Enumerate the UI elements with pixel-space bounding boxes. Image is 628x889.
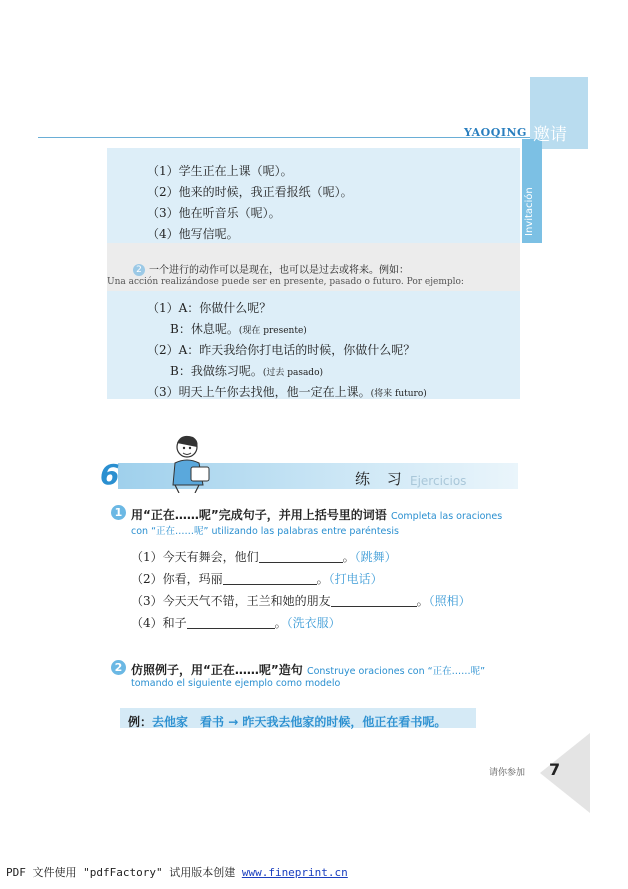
grammar-example-3: （3）他在听音乐（呢）。	[147, 206, 281, 220]
section-number: 6	[100, 458, 120, 491]
dialog-tense-tag: (将来 futuro)	[370, 389, 427, 399]
dialog-text: （3）明天上午你去找他，他一定在上课。	[147, 385, 371, 399]
dialog-tense-tag: (现在 presente)	[238, 326, 307, 336]
dialog-line-2	[170, 320, 307, 337]
item-hint: （照相）	[428, 594, 471, 608]
item-prefix: （4）和子	[131, 616, 187, 630]
item-prefix: （1）今天有舞会，他们	[131, 550, 259, 564]
exercise-number-badge: 2	[111, 660, 126, 675]
exercise-1-subtitle-es: con “正在……呢” utilizando las palabras entre paréntesis	[131, 526, 399, 537]
dialog-line-1	[147, 299, 271, 316]
answer-blank[interactable]	[331, 594, 417, 607]
dialog-line-5	[147, 383, 427, 400]
header-title: 邀请	[533, 125, 567, 145]
item-suffix: 。	[316, 572, 329, 586]
grammar-note	[133, 258, 409, 277]
page-corner-decoration	[540, 733, 590, 813]
header-rule	[38, 137, 530, 138]
note-number-badge: 2	[133, 264, 145, 276]
side-tab-label	[524, 220, 564, 236]
section-title-es: Ejercicios	[410, 474, 467, 488]
example-label: 例：	[128, 715, 153, 729]
exercise-1-item	[131, 614, 341, 631]
dialog-text: （1）A：你做什么呢？	[147, 301, 272, 315]
exercise-1-title	[131, 506, 502, 523]
item-suffix: 。	[274, 616, 287, 630]
item-hint: （洗衣服）	[286, 616, 341, 630]
exercise-2-subtitle-es: tomando el siguiente ejemplo como modelo	[131, 678, 341, 689]
example-text: 去他家 看书 → 昨天我去他家的时候，他正在看书呢。	[152, 715, 447, 729]
item-hint: （跳舞）	[354, 550, 397, 564]
exercise-2-title	[131, 661, 485, 678]
exercise-1-title-es: Completa las oraciones	[390, 511, 503, 522]
exercise-number-badge: 1	[111, 505, 126, 520]
pdf-note: PDF 文件使用 "pdfFactory" 试用版本创建	[6, 866, 242, 879]
grammar-example-4: （4）他写信呢。	[147, 227, 239, 241]
pdf-watermark	[6, 864, 348, 880]
dialog-line-4	[170, 362, 323, 379]
answer-blank[interactable]	[187, 616, 275, 629]
dialog-text: B：我做练习呢。	[170, 364, 263, 378]
exercise-1-item	[131, 570, 383, 587]
answer-blank[interactable]	[223, 572, 317, 585]
exercise-1-title-cn: 用“正在……呢”完成句子，并用上括号里的词语	[131, 508, 387, 522]
item-hint: （打电话）	[328, 572, 383, 586]
exercise-2-title-cn: 仿照例子，用“正在……呢”造句	[131, 663, 303, 677]
page-number: 7	[549, 760, 561, 779]
student-illustration-icon	[165, 433, 217, 493]
dialog-tense-tag: (过去 pasado)	[262, 368, 324, 378]
dialog-text: B：休息呢。	[170, 322, 239, 336]
item-suffix: 。	[342, 550, 355, 564]
answer-blank[interactable]	[259, 550, 343, 563]
exercise-1-item	[131, 548, 397, 565]
note-text-cn: 一个进行的动作可以是现在，也可以是过去或将来。例如：	[149, 265, 409, 276]
exercise-1-item	[131, 592, 471, 609]
pdf-link[interactable]: www.fineprint.cn	[241, 866, 348, 879]
item-prefix: （3）今天天气不错，王兰和她的朋友	[131, 594, 331, 608]
footer-lesson-title: 请你参加	[489, 768, 526, 778]
example-line	[128, 711, 446, 730]
dialog-text: （2）A：昨天我给你打电话的时候，你做什么呢？	[147, 343, 416, 357]
note-text-es: Una acción realizándose puede ser en presente, pasado o futuro. Por ejemplo:	[107, 277, 464, 287]
grammar-example-2: （2）他来的时候，我正看报纸（呢）。	[147, 185, 353, 199]
grammar-example-1: （1）学生正在上课（呢）。	[147, 164, 293, 178]
item-prefix: （2）你看，玛丽	[131, 572, 223, 586]
exercise-2-title-es: Construye oraciones con “正在……呢”	[306, 666, 485, 677]
header-pinyin: YAOQING	[464, 126, 527, 139]
dialog-line-3	[147, 341, 415, 358]
section-title-cn: 练 习	[355, 470, 408, 488]
item-suffix: 。	[416, 594, 429, 608]
